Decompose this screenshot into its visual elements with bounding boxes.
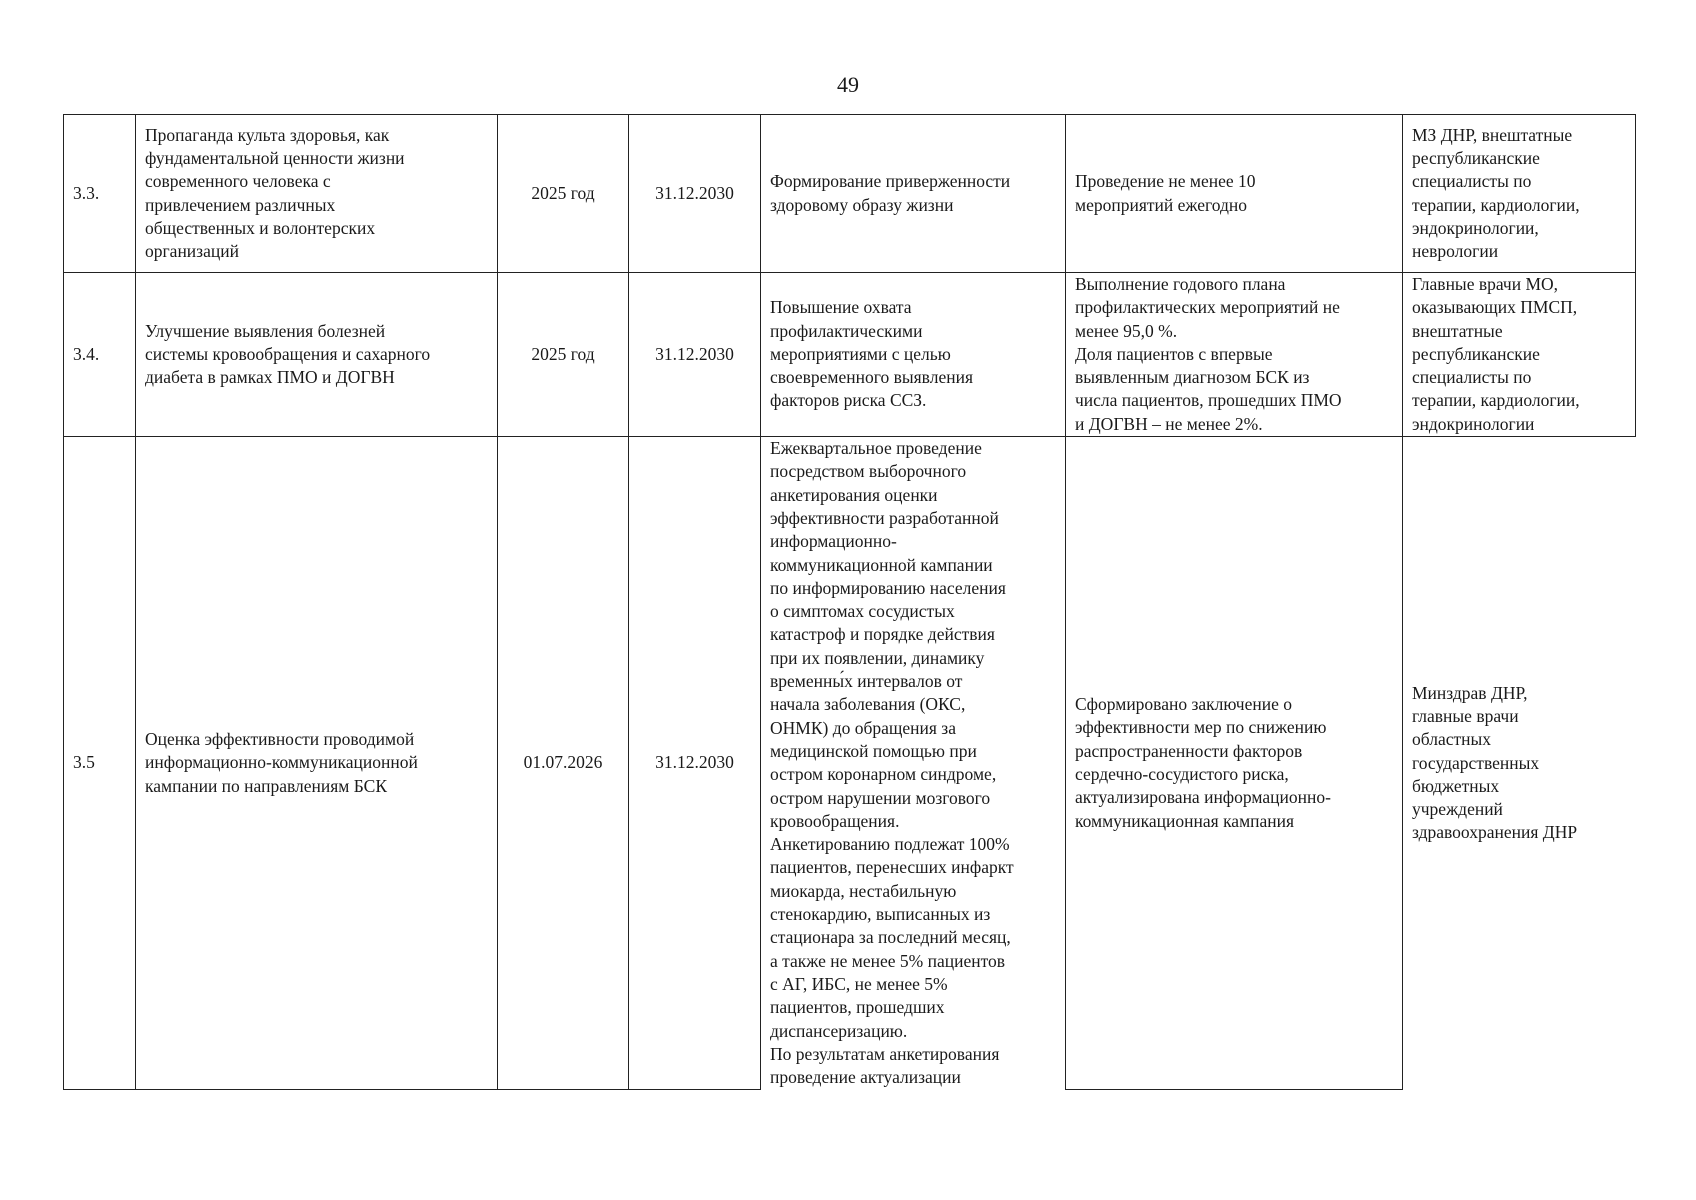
text-line: Анкетированию подлежат 100% (770, 834, 1010, 855)
goal-text (761, 273, 1066, 437)
goal-text (761, 115, 1066, 273)
text-line: специалисты по (1412, 367, 1532, 388)
text-line: неврологии (1412, 241, 1499, 262)
text-line: посредством выборочного (770, 461, 967, 482)
text-line: эндокринологии (1412, 413, 1535, 434)
text-line: привлечением различных (145, 194, 336, 215)
text-line: диабета в рамках ПМО и ДОГВН (145, 367, 395, 388)
text-line: организаций (145, 241, 239, 262)
text-line: кровообращения. (770, 810, 900, 831)
text-line: пациентов, прошедших (770, 997, 945, 1018)
end-date: 31.12.2030 (629, 273, 761, 437)
text-line: временны́х интервалов от (770, 671, 963, 692)
text-line: факторов риска ССЗ. (770, 390, 927, 411)
text-line: внештатные (1412, 320, 1503, 341)
text-line: оказывающих ПМСП, (1412, 297, 1578, 318)
responsible-text (1403, 437, 1636, 1090)
text-line: анкетирования оценки (770, 484, 938, 505)
text-line: о симптомах сосудистых (770, 601, 955, 622)
text-line: менее 95,0 %. (1075, 320, 1178, 341)
text-line: специалисты по (1412, 171, 1532, 192)
text-line: с АГ, ИБС, не менее 5% (770, 973, 948, 994)
result-text (1066, 437, 1403, 1090)
text-line: при их появлении, динамику (770, 647, 985, 668)
event-name (136, 273, 498, 437)
responsible-text (1403, 273, 1636, 437)
table-row (64, 115, 1636, 273)
result-text (1066, 273, 1403, 437)
text-line: профилактических мероприятий не (1075, 297, 1340, 318)
text-line: главные врачи (1412, 705, 1519, 726)
text-line: распространенности факторов (1075, 740, 1303, 761)
text-line: выявленным диагнозом БСК из (1075, 367, 1310, 388)
text-line: здравоохранения ДНР (1412, 822, 1578, 843)
text-line: общественных и волонтерских (145, 217, 376, 238)
text-line: числа пациентов, прошедших ПМО (1075, 390, 1342, 411)
event-name (136, 115, 498, 273)
responsible-text (1403, 115, 1636, 273)
text-line: своевременного выявления (770, 367, 973, 388)
text-line: эндокринологии, (1412, 217, 1539, 238)
text-line: бюджетных (1412, 775, 1500, 796)
text-line: Минздрав ДНР, (1412, 682, 1528, 703)
result-text (1066, 115, 1403, 273)
text-line: мероприятиями с целью (770, 343, 951, 364)
text-line: Ежеквартальное проведение (770, 438, 982, 459)
text-line: терапии, кардиологии, (1412, 390, 1580, 411)
text-line: Сформировано заключение о (1075, 694, 1292, 715)
text-line: Пропаганда культа здоровья, как (145, 124, 390, 145)
text-line: учреждений (1412, 799, 1503, 820)
text-line: и ДОГВН – не менее 2%. (1075, 413, 1263, 434)
text-line: областных (1412, 729, 1492, 750)
text-line: фундаментальной ценности жизни (145, 147, 405, 168)
text-line: остром нарушении мозгового (770, 787, 991, 808)
text-line: современного человека с (145, 171, 331, 192)
page-number: 49 (837, 72, 859, 97)
item-number: 3.5 (64, 437, 136, 1090)
start-date: 01.07.2026 (498, 437, 629, 1090)
text-line: здоровому образу жизни (770, 194, 954, 215)
goal-text (761, 437, 1066, 1090)
text-line: мероприятий ежегодно (1075, 194, 1248, 215)
text-line: кампании по направлениям БСК (145, 775, 387, 796)
text-line: медицинской помощью при (770, 740, 977, 761)
end-date: 31.12.2030 (629, 437, 761, 1090)
text-line: республиканские (1412, 343, 1540, 364)
text-line: Главные врачи МО, (1412, 274, 1559, 294)
text-line: эффективности мер по снижению (1075, 717, 1327, 738)
text-line: сердечно-сосудистого риска, (1075, 763, 1289, 784)
table-row (64, 273, 1636, 437)
text-line: стенокардию, выписанных из (770, 904, 991, 925)
text-line: Выполнение годового плана (1075, 274, 1286, 294)
text-line: Формирование приверженности (770, 171, 1011, 192)
text-line: эффективности разработанной (770, 507, 999, 528)
text-line: диспансеризацию. (770, 1020, 908, 1041)
text-line: миокарда, нестабильную (770, 880, 957, 901)
text-line: информационно-коммуникационной (145, 752, 418, 773)
action-plan-table (63, 114, 1636, 1090)
event-name (136, 437, 498, 1090)
text-line: проведение актуализации (770, 1067, 961, 1088)
text-line: начала заболевания (ОКС, (770, 694, 966, 715)
table-row (64, 437, 1636, 1090)
text-line: информационно- (770, 531, 897, 552)
text-line: Оценка эффективности проводимой (145, 729, 415, 750)
text-line: ОНМК) до обращения за (770, 717, 956, 738)
text-line: катастроф и порядке действия (770, 624, 995, 645)
text-line: профилактическими (770, 320, 923, 341)
end-date: 31.12.2030 (629, 115, 761, 273)
text-line: системы кровообращения и сахарного (145, 343, 431, 364)
text-line: Улучшение выявления болезней (145, 320, 386, 341)
start-date: 2025 год (498, 115, 629, 273)
item-number: 3.3. (64, 115, 136, 273)
text-line: государственных (1412, 752, 1540, 773)
text-line: Проведение не менее 10 (1075, 171, 1256, 192)
text-line: республиканские (1412, 147, 1540, 168)
start-date: 2025 год (498, 273, 629, 437)
text-line: актуализирована информационно- (1075, 787, 1331, 808)
text-line: По результатам анкетирования (770, 1043, 1000, 1064)
text-line: пациентов, перенесших инфаркт (770, 857, 1014, 878)
text-line: по информированию населения (770, 577, 1006, 598)
text-line: терапии, кардиологии, (1412, 194, 1580, 215)
text-line: Доля пациентов с впервые (1075, 343, 1273, 364)
text-line: МЗ ДНР, внештатные (1412, 124, 1573, 145)
text-line: коммуникационная кампания (1075, 810, 1295, 831)
text-line: стационара за последний месяц, (770, 927, 1011, 948)
text-line: Повышение охвата (770, 297, 912, 318)
text-line: коммуникационной кампании (770, 554, 993, 575)
text-line: а также не менее 5% пациентов (770, 950, 1006, 971)
text-line: остром коронарном синдроме, (770, 764, 997, 785)
item-number: 3.4. (64, 273, 136, 437)
